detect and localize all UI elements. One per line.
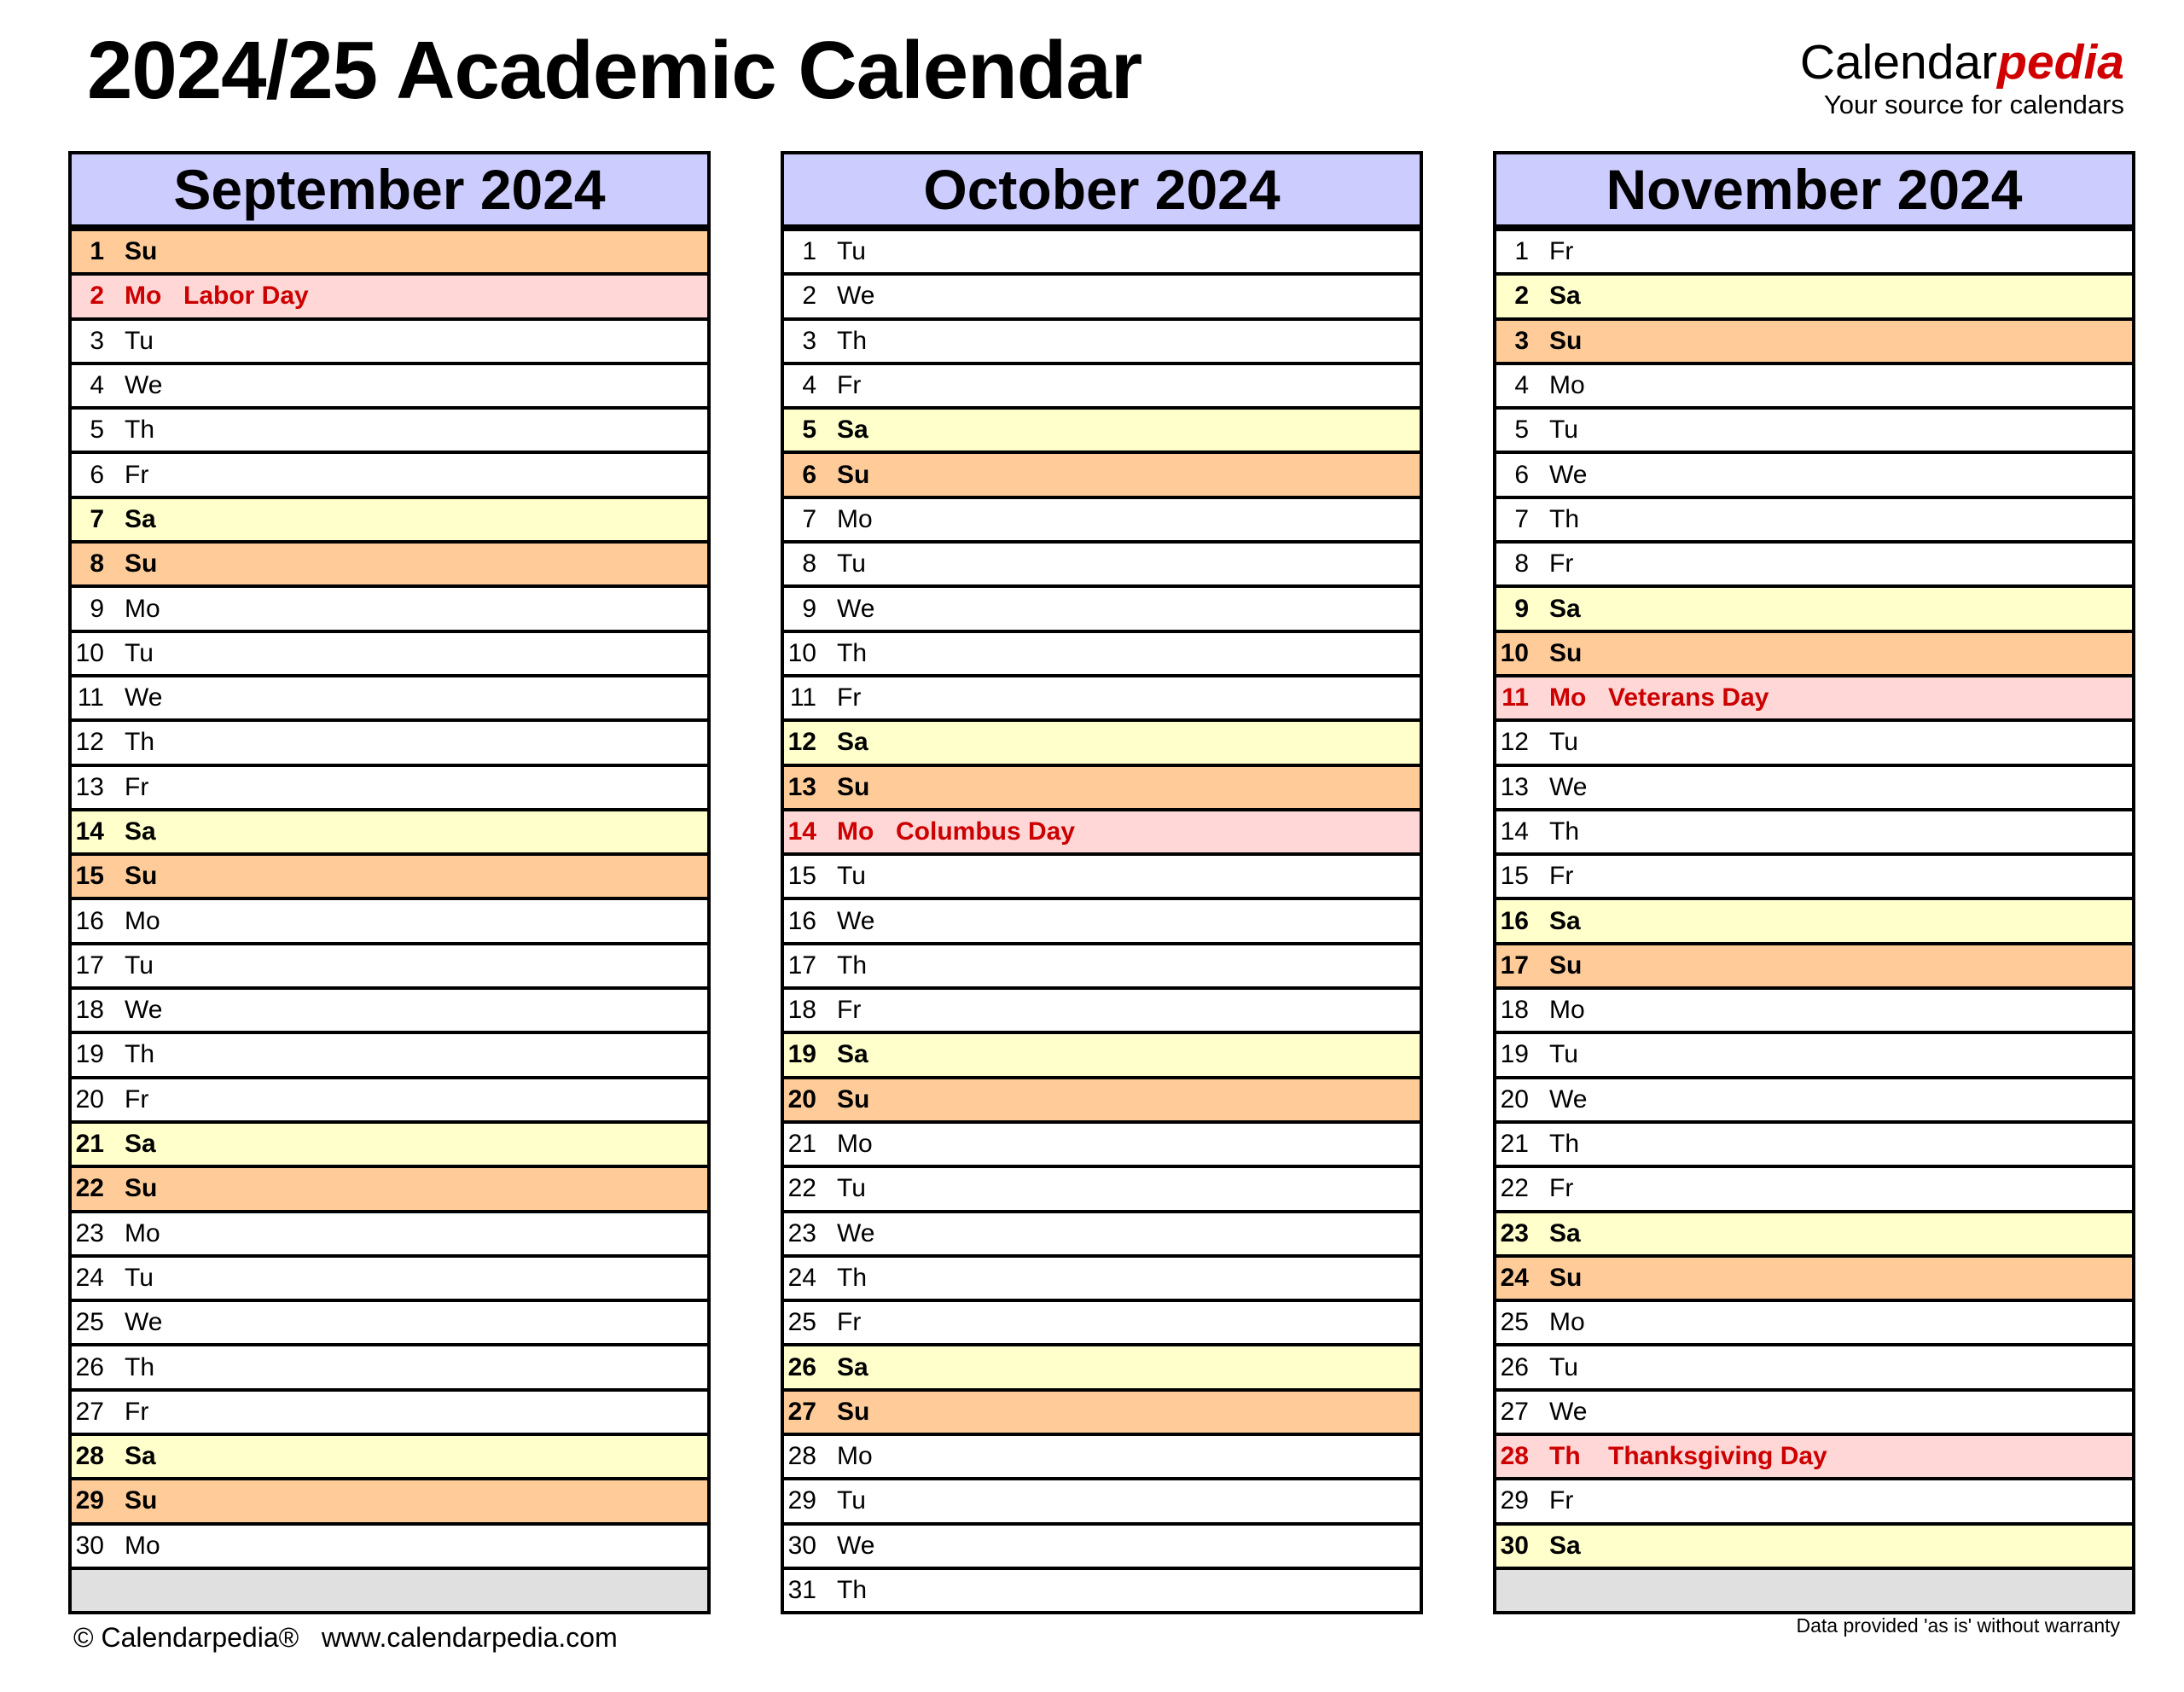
day-abbreviation: Sa: [125, 1442, 156, 1471]
day-number: 8: [1514, 549, 1529, 579]
day-row: [784, 1120, 1420, 1165]
day-row: [784, 1567, 1420, 1611]
day-number: 15: [75, 862, 104, 891]
day-number: 16: [75, 906, 104, 935]
day-number: 9: [1514, 594, 1529, 623]
day-number: 7: [90, 504, 104, 533]
day-abbreviation: Mo: [837, 1442, 873, 1471]
day-row: [1496, 897, 2132, 941]
day-abbreviation: Th: [1549, 1442, 1581, 1471]
day-abbreviation: Mo: [125, 1531, 160, 1560]
day-row: [1496, 1299, 2132, 1343]
day-abbreviation: Su: [837, 460, 870, 489]
logo-wordmark: [1799, 35, 2124, 90]
day-number: 5: [1514, 416, 1529, 445]
day-row: [1496, 1031, 2132, 1075]
day-abbreviation: Fr: [125, 1397, 149, 1426]
day-abbreviation: Tu: [837, 1174, 866, 1203]
day-row: [1496, 406, 2132, 451]
day-row: [1496, 317, 2132, 362]
day-number: 9: [90, 594, 104, 623]
day-row: [1496, 1433, 2132, 1477]
day-abbreviation: Tu: [837, 237, 866, 266]
day-number: 4: [802, 371, 816, 400]
day-row: [1496, 1477, 2132, 1521]
day-number: 21: [1500, 1130, 1529, 1159]
day-row: [72, 1477, 707, 1521]
day-abbreviation: Th: [125, 416, 155, 445]
day-number: 20: [1500, 1084, 1529, 1113]
day-row: [784, 897, 1420, 941]
calendarpedia-logo: [1799, 35, 2124, 119]
day-number: 11: [77, 683, 104, 712]
day-row: [72, 540, 707, 584]
day-number: 25: [787, 1308, 816, 1337]
day-abbreviation: Tu: [837, 862, 866, 891]
day-row: [1496, 718, 2132, 763]
day-abbreviation: We: [837, 594, 875, 623]
day-number: 26: [75, 1352, 104, 1381]
day-row: [784, 228, 1420, 272]
day-abbreviation: Fr: [1549, 862, 1574, 891]
month-column: [781, 151, 1423, 1614]
day-abbreviation: Tu: [125, 326, 154, 355]
day-row: [72, 496, 707, 540]
month-day-list: [784, 228, 1420, 1611]
day-number: 17: [1500, 951, 1529, 980]
day-abbreviation: Th: [837, 638, 868, 667]
day-number: 30: [787, 1531, 816, 1560]
day-number: 6: [1514, 460, 1529, 489]
day-number: 3: [802, 326, 816, 355]
day-abbreviation: We: [1549, 772, 1588, 801]
day-number: 17: [75, 951, 104, 980]
day-number: 31: [787, 1576, 816, 1605]
day-number: 22: [1500, 1174, 1529, 1203]
day-number: 10: [75, 638, 104, 667]
day-number: 1: [802, 237, 816, 266]
day-abbreviation: Su: [1549, 326, 1583, 355]
day-row: [1496, 451, 2132, 495]
day-row: [784, 362, 1420, 406]
day-abbreviation: Su: [837, 1084, 870, 1113]
day-abbreviation: Tu: [1549, 416, 1578, 445]
day-abbreviation: Sa: [125, 504, 156, 533]
day-abbreviation: Sa: [1549, 282, 1581, 311]
month-column: [1493, 151, 2135, 1614]
day-number: 13: [1500, 772, 1529, 801]
day-abbreviation: Sa: [125, 817, 156, 846]
day-row: [72, 1388, 707, 1433]
holiday-label: Columbus Day: [896, 817, 1076, 846]
day-row: [784, 674, 1420, 718]
day-row: [784, 317, 1420, 362]
day-abbreviation: Su: [125, 1486, 158, 1515]
day-number: 16: [1500, 906, 1529, 935]
day-row: [72, 630, 707, 674]
day-number: 9: [802, 594, 816, 623]
day-number: 21: [75, 1130, 104, 1159]
day-abbreviation: Su: [125, 862, 158, 891]
day-row: [1496, 1076, 2132, 1120]
day-number: 28: [787, 1442, 816, 1471]
day-abbreviation: Mo: [1549, 371, 1585, 400]
day-row: [1496, 1567, 2132, 1611]
day-number: 5: [802, 416, 816, 445]
day-abbreviation: Mo: [1549, 683, 1587, 712]
day-row: [72, 362, 707, 406]
day-abbreviation: Th: [837, 1576, 868, 1605]
day-abbreviation: Tu: [837, 1486, 866, 1515]
day-number: 29: [787, 1486, 816, 1515]
day-abbreviation: Fr: [837, 996, 862, 1025]
day-abbreviation: Fr: [125, 460, 149, 489]
day-number: 3: [90, 326, 104, 355]
day-number: 2: [1514, 282, 1529, 311]
day-number: 2: [90, 282, 104, 311]
day-row: [72, 1120, 707, 1165]
day-row: [784, 630, 1420, 674]
day-row: [784, 1343, 1420, 1387]
day-number: 29: [1500, 1486, 1529, 1515]
day-row: [1496, 630, 2132, 674]
day-abbreviation: Fr: [1549, 237, 1574, 266]
day-number: 11: [1502, 683, 1529, 712]
day-abbreviation: Mo: [125, 594, 160, 623]
day-row: [1496, 986, 2132, 1031]
day-row: [1496, 1522, 2132, 1567]
page-title: 2024/25 Academic Calendar: [87, 25, 1142, 116]
day-abbreviation: Tu: [1549, 1040, 1578, 1069]
day-row: [72, 1299, 707, 1343]
day-abbreviation: Th: [1549, 504, 1580, 533]
day-number: 2: [802, 282, 816, 311]
day-abbreviation: Tu: [125, 638, 154, 667]
day-row: [72, 1343, 707, 1387]
day-row: [72, 764, 707, 808]
day-number: 7: [1514, 504, 1529, 533]
day-number: 24: [787, 1263, 816, 1292]
calendar-months: [68, 151, 2135, 1614]
holiday-label: Labor Day: [183, 282, 309, 311]
day-row: [72, 1031, 707, 1075]
day-abbreviation: Su: [125, 237, 158, 266]
month-day-list: [1496, 228, 2132, 1611]
day-row: [784, 1165, 1420, 1209]
day-abbreviation: Su: [125, 549, 158, 579]
day-abbreviation: We: [837, 282, 875, 311]
day-abbreviation: Th: [1549, 1130, 1580, 1159]
day-abbreviation: Tu: [1549, 728, 1578, 757]
day-number: 10: [787, 638, 816, 667]
day-number: 27: [75, 1397, 104, 1426]
day-abbreviation: We: [837, 1218, 875, 1247]
day-row: [72, 272, 707, 317]
day-row: [1496, 808, 2132, 852]
day-abbreviation: We: [1549, 1084, 1588, 1113]
month-header: September 2024: [72, 154, 707, 228]
day-number: 26: [1500, 1352, 1529, 1381]
day-row: [784, 718, 1420, 763]
day-abbreviation: Tu: [125, 951, 154, 980]
day-row: [1496, 1388, 2132, 1433]
day-abbreviation: We: [125, 1308, 163, 1337]
day-row: [1496, 852, 2132, 897]
day-row: [72, 942, 707, 986]
day-row: [72, 986, 707, 1031]
day-row: [72, 228, 707, 272]
day-number: 11: [789, 683, 816, 712]
day-number: 8: [802, 549, 816, 579]
day-abbreviation: Fr: [837, 371, 862, 400]
day-abbreviation: Mo: [837, 817, 874, 846]
day-abbreviation: Tu: [1549, 1352, 1578, 1381]
day-number: 14: [1500, 817, 1529, 846]
day-number: 15: [1500, 862, 1529, 891]
logo-brand-black: Calendar: [1799, 35, 1998, 90]
day-abbreviation: Tu: [837, 549, 866, 579]
day-abbreviation: Su: [1549, 951, 1583, 980]
day-row: [1496, 1210, 2132, 1254]
day-abbreviation: Sa: [837, 416, 868, 445]
day-number: 23: [1500, 1218, 1529, 1247]
day-abbreviation: Fr: [1549, 1174, 1574, 1203]
day-abbreviation: Mo: [1549, 1308, 1585, 1337]
day-row: [72, 674, 707, 718]
day-number: 19: [1500, 1040, 1529, 1069]
day-row: [784, 1388, 1420, 1433]
day-number: 30: [1500, 1531, 1529, 1560]
day-number: 1: [90, 237, 104, 266]
month-column: [68, 151, 711, 1614]
day-row: [72, 808, 707, 852]
day-number: 22: [75, 1174, 104, 1203]
day-number: 26: [787, 1352, 816, 1381]
footer-disclaimer: Data provided 'as is' without warranty: [1796, 1614, 2120, 1637]
day-row: [784, 496, 1420, 540]
day-abbreviation: We: [125, 996, 163, 1025]
day-number: 4: [1514, 371, 1529, 400]
day-row: [72, 1433, 707, 1477]
day-number: 27: [787, 1397, 816, 1426]
day-row: [784, 986, 1420, 1031]
day-abbreviation: Mo: [125, 1218, 160, 1247]
day-row: [784, 1031, 1420, 1075]
day-row: [784, 1254, 1420, 1299]
day-abbreviation: Th: [837, 951, 868, 980]
day-number: 13: [75, 772, 104, 801]
day-abbreviation: Sa: [125, 1130, 156, 1159]
day-number: 20: [75, 1084, 104, 1113]
day-abbreviation: Fr: [125, 1084, 149, 1113]
day-number: 17: [787, 951, 816, 980]
day-abbreviation: Th: [1549, 817, 1580, 846]
day-row: [784, 1433, 1420, 1477]
day-abbreviation: Sa: [1549, 594, 1581, 623]
day-number: 13: [787, 772, 816, 801]
day-abbreviation: Mo: [837, 504, 873, 533]
day-number: 7: [802, 504, 816, 533]
day-row: [784, 852, 1420, 897]
holiday-label: Thanksgiving Day: [1608, 1442, 1827, 1471]
day-number: 29: [75, 1486, 104, 1515]
day-row: [784, 272, 1420, 317]
day-abbreviation: Mo: [125, 906, 160, 935]
day-row: [784, 942, 1420, 986]
day-row: [784, 1299, 1420, 1343]
day-row: [1496, 674, 2132, 718]
day-number: 6: [802, 460, 816, 489]
day-number: 20: [787, 1084, 816, 1113]
day-row: [1496, 228, 2132, 272]
day-abbreviation: We: [125, 683, 163, 712]
day-row: [784, 1076, 1420, 1120]
day-number: 25: [1500, 1308, 1529, 1337]
day-number: 24: [1500, 1263, 1529, 1292]
day-row: [72, 718, 707, 763]
month-day-list: [72, 228, 707, 1611]
month-header: November 2024: [1496, 154, 2132, 228]
day-number: 22: [787, 1174, 816, 1203]
day-row: [784, 808, 1420, 852]
day-row: [784, 406, 1420, 451]
month-header: October 2024: [784, 154, 1420, 228]
day-row: [784, 540, 1420, 584]
day-number: 23: [787, 1218, 816, 1247]
day-row: [72, 584, 707, 629]
day-abbreviation: We: [1549, 460, 1588, 489]
day-row: [72, 852, 707, 897]
day-number: 16: [787, 906, 816, 935]
day-number: 28: [75, 1442, 104, 1471]
day-number: 19: [787, 1040, 816, 1069]
logo-brand-red: pedia: [1997, 35, 2124, 90]
day-number: 5: [90, 416, 104, 445]
day-abbreviation: Sa: [837, 1352, 868, 1381]
day-row: [72, 1076, 707, 1120]
day-number: 18: [1500, 996, 1529, 1025]
day-abbreviation: Sa: [1549, 1531, 1581, 1560]
day-abbreviation: Th: [837, 1263, 868, 1292]
day-number: 28: [1500, 1442, 1529, 1471]
day-row: [1496, 496, 2132, 540]
day-abbreviation: We: [837, 906, 875, 935]
day-number: 14: [787, 817, 816, 846]
day-abbreviation: Su: [1549, 1263, 1583, 1292]
day-row: [1496, 764, 2132, 808]
day-abbreviation: Fr: [1549, 1486, 1574, 1515]
day-abbreviation: Sa: [837, 728, 868, 757]
day-abbreviation: Su: [837, 1397, 870, 1426]
day-row: [72, 317, 707, 362]
day-abbreviation: We: [125, 371, 163, 400]
day-abbreviation: Su: [1549, 638, 1583, 667]
day-row: [72, 1567, 707, 1611]
day-row: [784, 1522, 1420, 1567]
day-number: 6: [90, 460, 104, 489]
day-number: 18: [787, 996, 816, 1025]
day-abbreviation: Fr: [837, 1308, 862, 1337]
day-number: 14: [75, 817, 104, 846]
day-row: [784, 584, 1420, 629]
day-abbreviation: Mo: [1549, 996, 1585, 1025]
day-abbreviation: We: [837, 1531, 875, 1560]
day-number: 23: [75, 1218, 104, 1247]
day-row: [784, 1210, 1420, 1254]
day-abbreviation: Fr: [837, 683, 862, 712]
day-abbreviation: We: [1549, 1397, 1588, 1426]
day-row: [1496, 540, 2132, 584]
day-number: 25: [75, 1308, 104, 1337]
day-number: 12: [787, 728, 816, 757]
day-abbreviation: Fr: [1549, 549, 1574, 579]
day-abbreviation: Su: [837, 772, 870, 801]
day-row: [72, 451, 707, 495]
day-row: [1496, 272, 2132, 317]
day-abbreviation: Th: [125, 728, 155, 757]
day-number: 27: [1500, 1397, 1529, 1426]
day-abbreviation: Sa: [1549, 906, 1581, 935]
day-number: 15: [787, 862, 816, 891]
day-abbreviation: Mo: [125, 282, 162, 311]
day-row: [1496, 1165, 2132, 1209]
logo-tagline: Your source for calendars: [1823, 89, 2124, 119]
day-row: [72, 1165, 707, 1209]
day-row: [72, 1210, 707, 1254]
day-abbreviation: Mo: [837, 1130, 873, 1159]
day-number: 21: [787, 1130, 816, 1159]
day-row: [72, 1254, 707, 1299]
day-row: [784, 764, 1420, 808]
day-abbreviation: Th: [125, 1040, 155, 1069]
day-number: 24: [75, 1263, 104, 1292]
day-number: 4: [90, 371, 104, 400]
day-row: [1496, 1254, 2132, 1299]
day-number: 30: [75, 1531, 104, 1560]
day-row: [72, 1522, 707, 1567]
day-abbreviation: Sa: [837, 1040, 868, 1069]
day-number: 8: [90, 549, 104, 579]
day-number: 18: [75, 996, 104, 1025]
day-abbreviation: Fr: [125, 772, 149, 801]
day-row: [1496, 1120, 2132, 1165]
day-row: [1496, 1343, 2132, 1387]
day-number: 3: [1514, 326, 1529, 355]
day-row: [72, 406, 707, 451]
day-row: [784, 451, 1420, 495]
day-row: [1496, 584, 2132, 629]
day-abbreviation: Sa: [1549, 1218, 1581, 1247]
day-abbreviation: Th: [125, 1352, 155, 1381]
day-row: [784, 1477, 1420, 1521]
day-row: [1496, 362, 2132, 406]
day-abbreviation: Su: [125, 1174, 158, 1203]
day-abbreviation: Tu: [125, 1263, 154, 1292]
day-number: 12: [75, 728, 104, 757]
day-number: 10: [1500, 638, 1529, 667]
day-number: 19: [75, 1040, 104, 1069]
day-abbreviation: Th: [837, 326, 868, 355]
day-number: 1: [1514, 237, 1529, 266]
day-row: [1496, 942, 2132, 986]
day-row: [72, 897, 707, 941]
day-number: 12: [1500, 728, 1529, 757]
footer-copyright: © Calendarpedia® www.calendarpedia.com: [73, 1622, 618, 1653]
holiday-label: Veterans Day: [1608, 683, 1769, 712]
